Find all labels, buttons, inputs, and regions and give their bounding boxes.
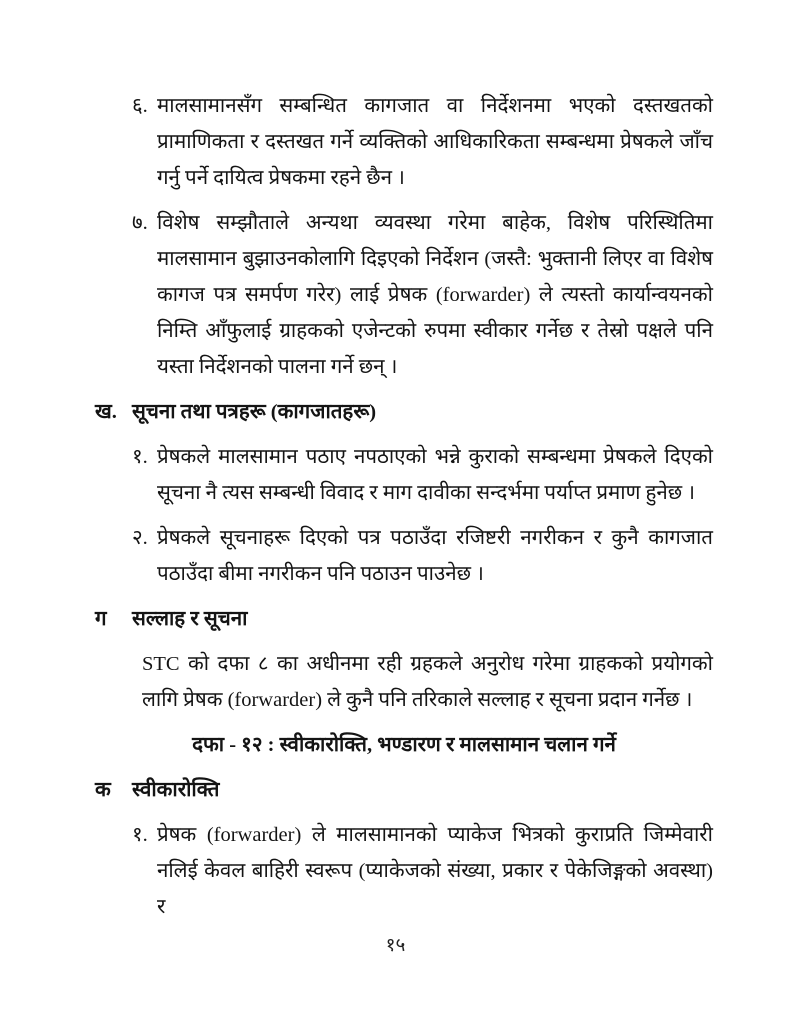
item-number: १.	[132, 824, 148, 846]
item-text: प्रेषकले सूचनाहरू दिएको पत्र पठाउँदा रजिष्टरी नगरीकन र कुनै कागजात पठाउँदा बीमा नगरीकन पनि पठाउन पाउनेछ ।	[157, 527, 713, 585]
page-content	[95, 88, 713, 934]
item-text: मालसामानसँग सम्बन्धित कागजात वा निर्देशनमा भएको दस्तखतको प्रामाणिकता र दस्तखत गर्ने व्यक्तिको आधिकारिकता सम्बन्धमा प्रेषकले जाँच गर्नु पर्ने दायित्व प्रेषकमा रहने छैन ।	[157, 95, 713, 189]
section-marker: ख.	[95, 401, 117, 423]
item-number: ७.	[132, 212, 148, 234]
clause-heading: दफा - १२ : स्वीकारोक्ति, भण्डारण र मालसामान चलान गर्ने	[192, 734, 616, 756]
item-text: प्रेषक (forwarder) ले मालसामानको प्याकेज भित्रको कुराप्रति जिम्मेवारी नलिई केवल बाहिरी स्वरूप (प्याकेजको संख्या, प्रकार र पेकेजिङ्गको अवस्था) र	[157, 824, 713, 918]
item-number: २.	[132, 527, 148, 549]
section-heading-row	[95, 772, 713, 808]
section-paragraph: STC को दफा ८ का अधीनमा रही ग्रहकले अनुरोध गरेमा ग्राहकको प्रयोगको लागि प्रेषक (forwarder) ले कुनै पनि तरिकाले सल्लाह र सूचना प्रदान गर्नेछ ।	[142, 653, 713, 711]
item-text: प्रेषकले मालसामान पठाए नपठाएको भन्ने कुराको सम्बन्धमा प्रेषकले दिएको सूचना नै त्यस सम्बन्धी विवाद र माग दावीका सन्दर्भमा पर्याप्त प्रमाण हुनेछ ।	[157, 446, 713, 504]
section-heading: सूचना तथा पत्रहरू (कागजातहरू)	[132, 401, 377, 423]
section-marker: ग	[95, 608, 107, 630]
list-item	[95, 520, 713, 592]
section-heading-row	[95, 601, 713, 637]
section-heading: स्वीकारोक्ति	[132, 779, 220, 801]
section-heading-row	[95, 394, 713, 430]
section-heading: सल्लाह र सूचना	[132, 608, 248, 630]
list-item	[95, 439, 713, 511]
item-number: १.	[132, 446, 148, 468]
list-item	[95, 817, 713, 925]
item-text: विशेष सम्झौताले अन्यथा व्यवस्था गरेमा बाहेक, विशेष परिस्थितिमा मालसामान बुझाउनकोलागि दिइएको निर्देशन (जस्तै: भुक्तानी लिएर वा विशेष कागज पत्र समर्पण गरेर) लाई प्रेषक (forwarder) ले त्यस्तो कार्यान्वयनको निम्ति आँफुलाई ग्राहकको एजेन्टको रुपमा स्वीकार गर्नेछ र तेस्रो पक्षले पनि यस्ता निर्देशनको पालना गर्ने छन् ।	[157, 212, 713, 378]
item-number: ६.	[132, 95, 148, 117]
list-item	[95, 205, 713, 385]
section-marker: क	[95, 779, 111, 801]
page-number: १५	[385, 935, 406, 956]
list-item	[95, 88, 713, 196]
